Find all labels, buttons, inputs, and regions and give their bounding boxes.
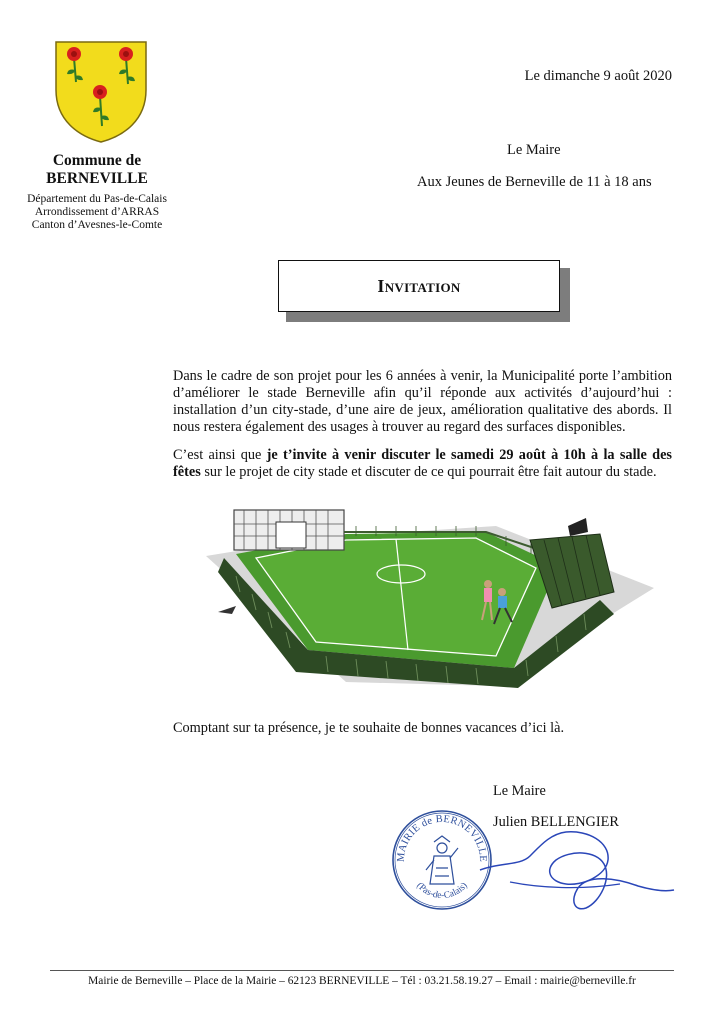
paragraph-invitation-end: sur le projet de city stade et discuter de ce qui pourrait être fait autour du stade. [200, 464, 657, 480]
invitation-box [278, 260, 560, 312]
sender-title: Le Maire [507, 142, 561, 158]
invitation-title: Invitation [377, 275, 461, 296]
paragraph-invitation-start: C’est ainsi que [173, 447, 267, 463]
commune-title-line1: Commune de [52, 152, 142, 169]
stamp-bottom-text: (Pas-de-Calais) [414, 880, 470, 902]
arrondissement-line: Arrondissement d’ARRAS [34, 206, 160, 218]
footer-divider [50, 970, 674, 971]
footer-contact: Mairie de Berneville – Place de la Mairie – 62123 BERNEVILLE – Tél : 03.21.58.19.27 – Email : mairie@berneville.fr [88, 975, 636, 987]
canton-line: Canton d’Avesnes-le-Comte [31, 219, 163, 231]
commune-details [14, 193, 180, 232]
letter-date: Le dimanche 9 août 2020 [524, 68, 672, 84]
recipient-line: Aux Jeunes de Berneville de 11 à 18 ans [417, 174, 652, 190]
city-stadium-illustration [196, 496, 658, 692]
coat-of-arms-icon [54, 40, 148, 144]
paragraph-invitation [173, 447, 672, 481]
closing-sentence: Comptant sur ta présence, je te souhaite de bonnes vacances d’ici là. [173, 720, 565, 736]
commune-title [18, 152, 176, 188]
handwritten-signature [470, 826, 680, 918]
paragraph-project: Dans le cadre de son projet pour les 6 années à venir, la Municipalité porte l’ambition d’améliorer le stade Berneville afin qu’il réponde aux activités d’aujourd’hui : installation d’un city-stade, d’une aire de jeux, amélioration qualitative des abords. Il nous restera également des usages à trouver au regard des surfaces disponibles. [173, 368, 672, 435]
signature-name: Julien BELLENGIER [493, 814, 619, 830]
commune-title-line2: BERNEVILLE [46, 170, 148, 187]
signature-role: Le Maire [493, 783, 546, 799]
department-line: Département du Pas-de-Calais [27, 193, 167, 205]
stamp-top-text: MAIRIE de BERNEVILLE [395, 813, 489, 863]
paragraph-invitation-highlight: je t’invite à venir discuter le samedi 29 août à 10h à la salle des fêtes [173, 447, 672, 480]
